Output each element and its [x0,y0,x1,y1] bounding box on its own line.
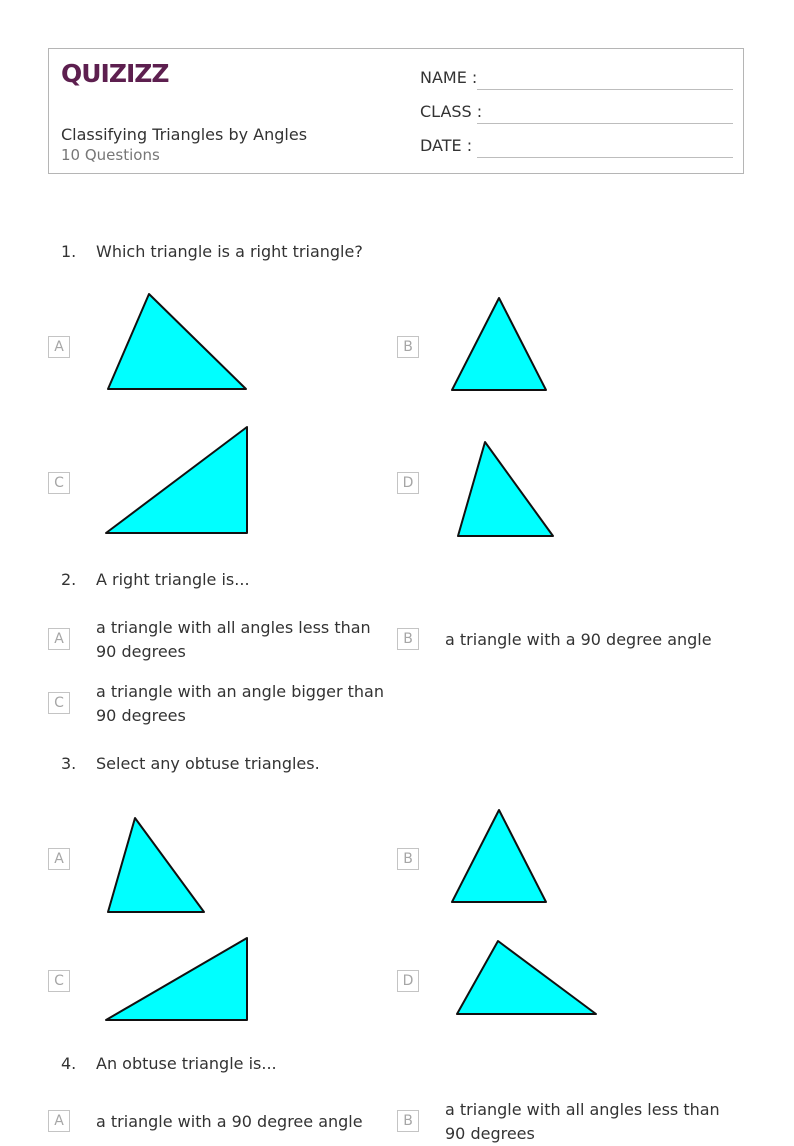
question-4-number: 4. [61,1054,77,1073]
name-line[interactable] [477,89,733,90]
q3-option-d-obtuse-triangle [450,934,605,1024]
q2-option-a-text: a triangle with all angles less than 90 degrees [96,618,371,661]
q1-option-a-box[interactable]: A [48,336,70,358]
question-2-number: 2. [61,570,77,589]
q2-option-c-box[interactable]: C [48,692,70,714]
question-3-text: Select any obtuse triangles. [96,754,320,773]
question-1-number: 1. [61,242,77,261]
q3-option-d-box[interactable]: D [397,970,419,992]
q3-option-b-box[interactable]: B [397,848,419,870]
question-2-text: A right triangle is... [96,570,250,589]
q1-option-c-right-triangle [100,420,260,540]
q3-option-a-acute-triangle [100,812,215,922]
date-label: DATE : [420,136,473,155]
q1-option-d-acute-triangle [450,436,560,546]
q3-option-b-acute-triangle [445,802,555,912]
q1-option-d-box[interactable]: D [397,472,419,494]
name-label: NAME : [420,68,478,87]
class-label: CLASS : [420,102,483,121]
q1-option-b-box[interactable]: B [397,336,419,358]
q3-option-c-right-triangle [100,932,260,1028]
worksheet-title: Classifying Triangles by Angles [61,125,308,144]
class-line[interactable] [477,123,733,124]
q1-option-c-box[interactable]: C [48,472,70,494]
quizizz-logo: QUIZIZZ [61,59,169,88]
q2-option-a-box[interactable]: A [48,628,70,650]
q2-option-c-text: a triangle with an angle bigger than 90 degrees [96,682,384,725]
q4-option-b-box[interactable]: B [397,1110,419,1132]
q3-option-a-box[interactable]: A [48,848,70,870]
q1-option-b-acute-triangle [445,290,555,400]
q3-option-c-box[interactable]: C [48,970,70,992]
q2-option-b-box[interactable]: B [397,628,419,650]
q4-option-a-text: a triangle with a 90 degree angle [96,1112,363,1131]
question-3-number: 3. [61,754,77,773]
q4-option-a-box[interactable]: A [48,1110,70,1132]
question-count: 10 Questions [61,146,160,164]
worksheet-header [48,48,744,174]
question-1-text: Which triangle is a right triangle? [96,242,363,261]
question-4-text: An obtuse triangle is... [96,1054,277,1073]
date-line[interactable] [477,157,733,158]
q4-option-b-text: a triangle with all angles less than 90 degrees [445,1100,720,1143]
q2-option-b-text: a triangle with a 90 degree angle [445,630,712,649]
q1-option-a-acute-triangle [100,288,260,398]
